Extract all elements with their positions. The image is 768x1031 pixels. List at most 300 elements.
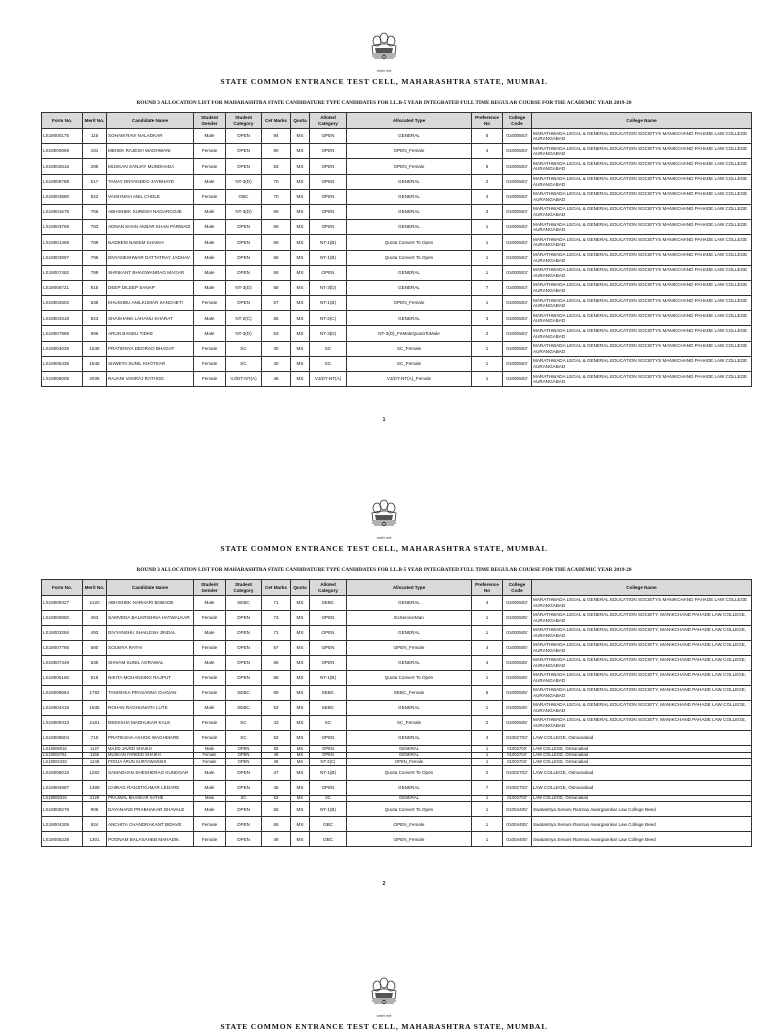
candidate-name-cell: SOHAM RAVI NALADKAR bbox=[107, 129, 194, 144]
college-name-cell: MARATHWADA LEGAL & GENERAL EDUCATION SOCIETY, MANIKCHAND PAHADE LAW COLLEGE, AURANGABAD bbox=[532, 686, 752, 701]
gender-cell: Male bbox=[194, 596, 226, 611]
cell-title: STATE COMMON ENTRANCE TEST CELL, MAHARASHTRA STATE, MUMBAI. bbox=[220, 1022, 548, 1031]
preference-no-cell: 1 bbox=[472, 626, 503, 641]
alloted-category-cell: SC bbox=[310, 795, 347, 802]
quota-cell: MS bbox=[291, 746, 310, 753]
form-no-cell: LS19007462 bbox=[42, 265, 83, 280]
merit-no-cell: 116 bbox=[83, 129, 107, 144]
cet-marks-cell: 73 bbox=[262, 611, 291, 626]
quota-cell: MS bbox=[291, 372, 310, 387]
table-row bbox=[42, 641, 752, 656]
quota-cell: MS bbox=[291, 832, 310, 847]
preference-no-cell: 1 bbox=[472, 817, 503, 832]
college-code-cell: 01002703' bbox=[503, 731, 532, 746]
preference-no-cell: 1 bbox=[472, 235, 503, 250]
merit-no-cell: 2128 bbox=[83, 795, 107, 802]
candidate-name-cell: ABHISHEK NARHARI BOBADE bbox=[107, 596, 194, 611]
merit-no-cell: 493 bbox=[83, 626, 107, 641]
preference-no-cell: 1 bbox=[472, 746, 503, 753]
allocated-type-cell: OPEN_Female bbox=[347, 832, 472, 847]
quota-cell: MS bbox=[291, 596, 310, 611]
form-no-cell: LS19008788 bbox=[42, 174, 83, 189]
alloted-category-cell: OPEN bbox=[310, 204, 347, 219]
form-no-cell: LS19000669 bbox=[42, 144, 83, 159]
gender-cell: Male bbox=[194, 280, 226, 295]
candidate-name-cell: MAJID JAVED SHAIKH bbox=[107, 746, 194, 753]
candidate-name-cell: ADNAN KHAN AKBAR KHAN PARWAIZ bbox=[107, 220, 194, 235]
quota-cell: MS bbox=[291, 701, 310, 716]
alloted-category-cell: OPEN bbox=[310, 220, 347, 235]
preference-no-cell: 7 bbox=[472, 780, 503, 795]
allocated-type-cell: SC_Female bbox=[347, 716, 472, 731]
college-name-cell: MARATHWADA LEGAL & GENERAL EDUCATION SOCIETYS MANIKCHAND PAHADE LAW COLLEGE AURANGABAD bbox=[532, 356, 752, 371]
gender-cell: Female bbox=[194, 159, 226, 174]
gender-cell: Male bbox=[194, 746, 226, 753]
round-title: ROUND 3 ALLOCATION LIST FOR MAHARASHTRA STATE CANDIDATURE TYPE CANDIDATES FOR LL.B-5 YEAR INTEGRATED FULL TIME REGULAR COURSE FOR THE ACADEMIC YEAR 2019-20 bbox=[136, 100, 632, 106]
cet-marks-cell: 45 bbox=[262, 780, 291, 795]
merit-no-cell: 906 bbox=[83, 802, 107, 817]
student-category-cell: OPEN bbox=[226, 759, 262, 766]
gender-cell: Female bbox=[194, 372, 226, 387]
allocated-type-cell: Quota Convert To Open bbox=[347, 250, 472, 265]
candidate-name-cell: TANAY DNYANDEO JAYBHAYE bbox=[107, 174, 194, 189]
college-name-cell: MARATHWADA LEGAL & GENERAL EDUCATION SOCIETY, MANIKCHAND PAHADE LAW COLLEGE, AURANGABAD bbox=[532, 611, 752, 626]
college-name-cell: LAW COLLEGE, Osmanabad bbox=[532, 731, 752, 746]
merit-no-cell: 517 bbox=[83, 174, 107, 189]
alloted-category-cell: OPEN bbox=[310, 746, 347, 753]
college-code-cell: 01000505' bbox=[503, 656, 532, 671]
cet-marks-cell: 53 bbox=[262, 701, 291, 716]
gender-cell: Male bbox=[194, 204, 226, 219]
table-row bbox=[42, 265, 752, 280]
college-code-cell: 01000503' bbox=[503, 235, 532, 250]
merit-no-cell: 1262 bbox=[83, 765, 107, 780]
college-code-cell: 01000505' bbox=[503, 626, 532, 641]
allocated-type-cell: Quota Convert To Open bbox=[347, 235, 472, 250]
college-code-cell: 01000503' bbox=[503, 159, 532, 174]
column-header: Quota bbox=[291, 580, 310, 596]
allocated-type-cell: SEBC_Female bbox=[347, 686, 472, 701]
student-category-cell: NT-2(C) bbox=[226, 311, 262, 326]
gender-cell: Male bbox=[194, 265, 226, 280]
merit-no-cell: 1301 bbox=[83, 832, 107, 847]
college-name-cell: MARATHWADA LEGAL & GENERAL EDUCATION SOCIETYS MANIKCHAND PAHADE LAW COLLEGE AURANGABAD bbox=[532, 265, 752, 280]
cet-marks-cell: 65 bbox=[262, 656, 291, 671]
candidate-name-cell: RAJANI VANRAJ RATHOD bbox=[107, 372, 194, 387]
alloted-category-cell: OPEN bbox=[310, 159, 347, 174]
quota-cell: MS bbox=[291, 795, 310, 802]
college-code-cell: 01000503' bbox=[503, 220, 532, 235]
college-code-cell: 01000503' bbox=[503, 372, 532, 387]
alloted-category-cell: NT-1(B) bbox=[310, 235, 347, 250]
cet-marks-cell: 90 bbox=[262, 144, 291, 159]
cet-marks-cell: 50 bbox=[262, 746, 291, 753]
gender-cell: Female bbox=[194, 817, 226, 832]
form-no-cell: LS19003880 bbox=[42, 189, 83, 204]
table-row bbox=[42, 746, 752, 753]
preference-no-cell: 2 bbox=[472, 174, 503, 189]
merit-no-cell: 1158 bbox=[83, 752, 107, 759]
student-category-cell: OPEN bbox=[226, 656, 262, 671]
table-row bbox=[42, 296, 752, 311]
quota-cell: MS bbox=[291, 265, 310, 280]
candidate-name-cell: SHRIKANT BHAGWANRAO MAGAR bbox=[107, 265, 194, 280]
state-emblem-icon bbox=[362, 975, 406, 1013]
allocated-type-cell: GENERAL bbox=[347, 129, 472, 144]
college-code-cell: 01000503' bbox=[503, 250, 532, 265]
table-row bbox=[42, 686, 752, 701]
preference-no-cell: 4 bbox=[472, 731, 503, 746]
alloted-category-cell: SEBC bbox=[310, 686, 347, 701]
alloted-category-cell: OPEN bbox=[310, 780, 347, 795]
gender-cell: Female bbox=[194, 189, 226, 204]
form-no-cell: LS19000175 bbox=[42, 129, 83, 144]
table-row bbox=[42, 356, 752, 371]
college-name-cell: LAW COLLEGE, Osmanabad bbox=[532, 746, 752, 753]
college-code-cell: 01000505' bbox=[503, 686, 532, 701]
page-1 bbox=[0, 30, 768, 423]
quota-cell: MS bbox=[291, 341, 310, 356]
college-name-cell: MARATHWADA LEGAL & GENERAL EDUCATION SOCIETYS MANIKCHAND PAHADE LAW COLLEGE AURANGABAD bbox=[532, 250, 752, 265]
gender-cell: Female bbox=[194, 716, 226, 731]
column-header: Merit No. bbox=[83, 580, 107, 596]
merit-no-cell: 295 bbox=[83, 159, 107, 174]
college-code-cell: 01000503' bbox=[503, 311, 532, 326]
allocated-type-cell: GENERAL bbox=[347, 731, 472, 746]
college-code-cell: 01000503' bbox=[503, 296, 532, 311]
merit-no-cell: 1389 bbox=[83, 780, 107, 795]
gender-cell: Male bbox=[194, 129, 226, 144]
form-no-cell: LS19009327 bbox=[42, 596, 83, 611]
gender-cell: Male bbox=[194, 220, 226, 235]
quota-cell: MS bbox=[291, 159, 310, 174]
candidate-name-cell: DEEP DILEEP SANAP bbox=[107, 280, 194, 295]
college-code-cell: 01004405' bbox=[503, 802, 532, 817]
alloted-category-cell: NT-1(B) bbox=[310, 671, 347, 686]
gender-cell: Male bbox=[194, 250, 226, 265]
student-category-cell: OPEN bbox=[226, 250, 262, 265]
allocated-type-cell: GENERAL bbox=[347, 752, 472, 759]
college-code-cell: 01000503' bbox=[503, 129, 532, 144]
student-category-cell: NT-3(D) bbox=[226, 326, 262, 341]
allocated-type-cell: GENERAL bbox=[347, 746, 472, 753]
table-row bbox=[42, 280, 752, 295]
cet-marks-cell: 40 bbox=[262, 356, 291, 371]
emblem-caption: सत्यमेव जयते bbox=[376, 536, 392, 540]
column-header: Allocated Type bbox=[347, 113, 472, 129]
college-name-cell: MARATHWADA LEGAL & GENERAL EDUCATION SOCIETYS MANIKCHAND PAHADE LAW COLLEGE AURANGABAD bbox=[532, 204, 752, 219]
quota-cell: MS bbox=[291, 296, 310, 311]
quota-cell: MS bbox=[291, 235, 310, 250]
cet-marks-cell: 59 bbox=[262, 235, 291, 250]
alloted-category-cell: OBC bbox=[310, 817, 347, 832]
column-header: Preference No bbox=[472, 580, 503, 596]
merit-no-cell: 522 bbox=[83, 189, 107, 204]
candidate-name-cell: SAMADHAN SHESHERAO KUNDGAR bbox=[107, 765, 194, 780]
quota-cell: MS bbox=[291, 611, 310, 626]
college-name-cell: MARATHWADA LEGAL & GENERAL EDUCATION SOCIETYS MANIKCHAND PAHADE LAW COLLEGE AURANGABAD bbox=[532, 220, 752, 235]
cet-marks-cell: 47 bbox=[262, 765, 291, 780]
college-code-cell: 01000503' bbox=[503, 265, 532, 280]
college-name-cell: MARATHWADA LEGAL & GENERAL EDUCATION SOCIETY, MANIKCHAND PAHADE LAW COLLEGE, AURANGABAD bbox=[532, 671, 752, 686]
student-category-cell: OPEN bbox=[226, 765, 262, 780]
college-name-cell: MARATHWADA LEGAL & GENERAL EDUCATION SOCIETYS MANIKCHAND PAHADE LAW COLLEGE AURANGABAD bbox=[532, 129, 752, 144]
alloted-category-cell: NT-3(D) bbox=[310, 280, 347, 295]
quota-cell: MS bbox=[291, 220, 310, 235]
allocated-type-cell: GENERAL bbox=[347, 656, 472, 671]
candidate-name-cell: KHUSHBU ANILKUMAR SANCHETI bbox=[107, 296, 194, 311]
gender-cell: Male bbox=[194, 326, 226, 341]
gender-cell: Female bbox=[194, 671, 226, 686]
quota-cell: MS bbox=[291, 326, 310, 341]
allocated-type-cell: GENERAL bbox=[347, 220, 472, 235]
form-no-cell: LS19002433 bbox=[42, 759, 83, 766]
student-category-cell: OPEN bbox=[226, 235, 262, 250]
college-code-cell: 01000503' bbox=[503, 144, 532, 159]
table-row bbox=[42, 780, 752, 795]
cell-title: STATE COMMON ENTRANCE TEST CELL, MAHARASHTRA STATE, MUMBAI. bbox=[220, 544, 548, 553]
alloted-category-cell: NT-1(B) bbox=[310, 250, 347, 265]
gender-cell: Male bbox=[194, 780, 226, 795]
quota-cell: MS bbox=[291, 129, 310, 144]
column-header: Quota bbox=[291, 113, 310, 129]
student-category-cell: OPEN bbox=[226, 641, 262, 656]
quota-cell: MS bbox=[291, 311, 310, 326]
cet-marks-cell: 70 bbox=[262, 189, 291, 204]
form-no-cell: LS19005229 bbox=[42, 832, 83, 847]
college-code-cell: 01002703' bbox=[503, 752, 532, 759]
cet-marks-cell: 69 bbox=[262, 686, 291, 701]
candidate-name-cell: SHIVAM SUNIL AGRAWAL bbox=[107, 656, 194, 671]
form-no-cell: LS19003284 bbox=[42, 626, 83, 641]
cet-marks-cell: 58 bbox=[262, 265, 291, 280]
college-code-cell: 01004405' bbox=[503, 832, 532, 847]
merit-no-cell: 1792 bbox=[83, 686, 107, 701]
cet-marks-cell: 62 bbox=[262, 731, 291, 746]
gender-cell: Male bbox=[194, 311, 226, 326]
student-category-cell: OPEN bbox=[226, 752, 262, 759]
table-row bbox=[42, 326, 752, 341]
cet-marks-cell: 46 bbox=[262, 372, 291, 387]
candidate-name-cell: MEHEK RAJESH WADHWANI bbox=[107, 144, 194, 159]
college-name-cell: LAW COLLEGE, Osmanabad bbox=[532, 752, 752, 759]
table-row bbox=[42, 341, 752, 356]
gender-cell: Male bbox=[194, 174, 226, 189]
candidate-name-cell: ABHISHEK SURESH NAGARGOJE bbox=[107, 204, 194, 219]
gender-cell: Male bbox=[194, 626, 226, 641]
alloted-category-cell: NT-3(D) bbox=[310, 326, 347, 341]
gender-cell: Male bbox=[194, 802, 226, 817]
college-code-cell: 01002703' bbox=[503, 759, 532, 766]
candidate-name-cell: VAISHNAVI ANIL CHOLE bbox=[107, 189, 194, 204]
college-name-cell: Swatantrya Senani Ramrao Awargaonkar Law College Beed bbox=[532, 802, 752, 817]
alloted-category-cell: NT-1(B) bbox=[310, 765, 347, 780]
allocated-type-cell: GENERAL bbox=[347, 174, 472, 189]
gender-cell: Female bbox=[194, 611, 226, 626]
candidate-name-cell: MUSKAN FAREED SHAIKH bbox=[107, 752, 194, 759]
quota-cell: MS bbox=[291, 686, 310, 701]
table-row bbox=[42, 832, 752, 847]
college-code-cell: 01002703' bbox=[503, 746, 532, 753]
allocated-type-cell: GENERAL bbox=[347, 280, 472, 295]
page-3 bbox=[0, 975, 768, 1031]
form-no-cell: LS19008504 bbox=[42, 731, 83, 746]
table-row bbox=[42, 159, 752, 174]
preference-no-cell: 1 bbox=[472, 701, 503, 716]
table-row bbox=[42, 752, 752, 759]
student-category-cell: SEBC bbox=[226, 686, 262, 701]
quota-cell: MS bbox=[291, 356, 310, 371]
college-code-cell: 01000503' bbox=[503, 356, 532, 371]
cet-marks-cell: 43 bbox=[262, 716, 291, 731]
cet-marks-cell: 63 bbox=[262, 795, 291, 802]
candidate-name-cell: DNYANESHWAR DATTATRAY JADHAV bbox=[107, 250, 194, 265]
alloted-category-cell: NT-2(C) bbox=[310, 759, 347, 766]
form-no-cell: LS19004318 bbox=[42, 311, 83, 326]
alloted-category-cell: OPEN bbox=[310, 265, 347, 280]
gender-cell: Female bbox=[194, 686, 226, 701]
form-no-cell: LS19000950 bbox=[42, 611, 83, 626]
cet-marks-cell: 55 bbox=[262, 311, 291, 326]
quota-cell: MS bbox=[291, 817, 310, 832]
allocated-type-cell: ExServiceMan bbox=[347, 611, 472, 626]
column-header: Allocated Type bbox=[347, 580, 472, 596]
column-header: Alloted Category bbox=[310, 113, 347, 129]
cet-marks-cell: 71 bbox=[262, 596, 291, 611]
cet-marks-cell: 71 bbox=[262, 626, 291, 641]
alloted-category-cell: SC bbox=[310, 341, 347, 356]
form-no-cell: LS19004761 bbox=[42, 752, 83, 759]
table-row bbox=[42, 204, 752, 219]
table-row bbox=[42, 250, 752, 265]
merit-no-cell: 2035 bbox=[83, 372, 107, 387]
preference-no-cell: 1 bbox=[472, 356, 503, 371]
form-no-cell: LS19001575 bbox=[42, 204, 83, 219]
merit-no-cell: 923 bbox=[83, 311, 107, 326]
quota-cell: MS bbox=[291, 716, 310, 731]
gender-cell: Male bbox=[194, 795, 226, 802]
alloted-category-cell: OPEN bbox=[310, 641, 347, 656]
merit-no-cell: 838 bbox=[83, 296, 107, 311]
college-code-cell: 01000503' bbox=[503, 189, 532, 204]
column-header: College Name bbox=[532, 580, 752, 596]
quota-cell: MS bbox=[291, 731, 310, 746]
form-no-cell: LS19008721 bbox=[42, 280, 83, 295]
table-body bbox=[42, 596, 752, 847]
preference-no-cell: 4 bbox=[472, 144, 503, 159]
student-category-cell: OPEN bbox=[226, 611, 262, 626]
table-row bbox=[42, 220, 752, 235]
college-code-cell: 01002703' bbox=[503, 765, 532, 780]
candidate-name-cell: PRAJWAL BHASKAR SATHE bbox=[107, 795, 194, 802]
preference-no-cell: 5 bbox=[472, 129, 503, 144]
preference-no-cell: 1 bbox=[472, 265, 503, 280]
student-category-cell: OPEN bbox=[226, 144, 262, 159]
allocated-type-cell: OPEN_Female bbox=[347, 296, 472, 311]
preference-no-cell: 2 bbox=[472, 326, 503, 341]
allocation-table bbox=[41, 579, 752, 847]
cet-marks-cell: 58 bbox=[262, 280, 291, 295]
allocated-type-cell: GENERAL bbox=[347, 795, 472, 802]
table-row bbox=[42, 189, 752, 204]
merit-no-cell: 1538 bbox=[83, 341, 107, 356]
student-category-cell: SC bbox=[226, 341, 262, 356]
table-row bbox=[42, 765, 752, 780]
column-header: Candidate Name bbox=[107, 580, 194, 596]
alloted-category-cell: VJ/DT-NT(A) bbox=[310, 372, 347, 387]
student-category-cell: SEBC bbox=[226, 596, 262, 611]
table-row bbox=[42, 311, 752, 326]
column-header: Student Gender bbox=[194, 580, 226, 596]
candidate-name-cell: POOJA ARUN SURYAWANSHI bbox=[107, 759, 194, 766]
allocated-type-cell: OPEN_Female bbox=[347, 159, 472, 174]
candidate-name-cell: SHWETA SUNIL KHOTKAR bbox=[107, 356, 194, 371]
college-code-cell: 01004405' bbox=[503, 817, 532, 832]
preference-no-cell: 1 bbox=[472, 802, 503, 817]
alloted-category-cell: OPEN bbox=[310, 731, 347, 746]
candidate-name-cell: CHIRAG RANJITKUMAR LEDARE bbox=[107, 780, 194, 795]
table-row bbox=[42, 235, 752, 250]
alloted-category-cell: OPEN bbox=[310, 656, 347, 671]
column-header: Form No. bbox=[42, 113, 83, 129]
form-no-cell: LS19009316 bbox=[42, 795, 83, 802]
college-name-cell: MARATHWADA LEGAL & GENERAL EDUCATION SOCIETY, MANIKCHAND PAHADE LAW COLLEGE, AURANGABAD bbox=[532, 626, 752, 641]
allocated-type-cell: NT-3(D)_FeMaleQuotaToMale bbox=[347, 326, 472, 341]
student-category-cell: NT-3(D) bbox=[226, 174, 262, 189]
college-code-cell: 01000505' bbox=[503, 701, 532, 716]
form-no-cell: LS19003769 bbox=[42, 220, 83, 235]
preference-no-cell: 1 bbox=[472, 341, 503, 356]
round-title: ROUND 3 ALLOCATION LIST FOR MAHARASHTRA STATE CANDIDATURE TYPE CANDIDATES FOR LL.B-5 YEAR INTEGRATED FULL TIME REGULAR COURSE FOR THE ACADEMIC YEAR 2019-20 bbox=[136, 567, 632, 573]
preference-no-cell: 1 bbox=[472, 671, 503, 686]
cet-marks-cell: 94 bbox=[262, 129, 291, 144]
quota-cell: MS bbox=[291, 250, 310, 265]
candidate-name-cell: POONAM BALASAHEB MAHADIK bbox=[107, 832, 194, 847]
preference-no-cell: 6 bbox=[472, 686, 503, 701]
cet-marks-cell: 58 bbox=[262, 250, 291, 265]
preference-no-cell: 2 bbox=[472, 716, 503, 731]
preference-no-cell: 3 bbox=[472, 204, 503, 219]
alloted-category-cell: OPEN bbox=[310, 752, 347, 759]
preference-no-cell: 4 bbox=[472, 656, 503, 671]
allocated-type-cell: GENERAL bbox=[347, 596, 472, 611]
allocated-type-cell: GENERAL bbox=[347, 626, 472, 641]
table-row bbox=[42, 716, 752, 731]
form-no-cell: LS19009015 bbox=[42, 746, 83, 753]
preference-no-cell: 1 bbox=[472, 296, 503, 311]
merit-no-cell: 815 bbox=[83, 280, 107, 295]
column-header: Student Gender bbox=[194, 113, 226, 129]
college-name-cell: Swatantrya Senani Ramrao Awargaonkar Law College Beed bbox=[532, 832, 752, 847]
candidate-name-cell: NIKITA MOHANSING RAJPUT bbox=[107, 671, 194, 686]
column-header: Student Category bbox=[226, 113, 262, 129]
college-name-cell: MARATHWADA LEGAL & GENERAL EDUCATION SOCIETYS MANIKCHAND PAHADE LAW COLLEGE AURANGABAD bbox=[532, 326, 752, 341]
gender-cell: Female bbox=[194, 832, 226, 847]
merit-no-cell: 580 bbox=[83, 641, 107, 656]
column-header: Alloted Category bbox=[310, 580, 347, 596]
candidate-name-cell: DAYANAND PRABHAKAR DHAVALE bbox=[107, 802, 194, 817]
form-no-cell: LS19007349 bbox=[42, 656, 83, 671]
quota-cell: MS bbox=[291, 189, 310, 204]
alloted-category-cell: OPEN bbox=[310, 129, 347, 144]
column-header: Form No. bbox=[42, 580, 83, 596]
candidate-name-cell: SHASHANK LAHANU KHARAT bbox=[107, 311, 194, 326]
cet-marks-cell: 46 bbox=[262, 832, 291, 847]
table-header-row bbox=[42, 113, 752, 129]
preference-no-cell: 1 bbox=[472, 372, 503, 387]
student-category-cell: OPEN bbox=[226, 746, 262, 753]
candidate-name-cell: DEEKSHA MADHUKAR KALE bbox=[107, 716, 194, 731]
